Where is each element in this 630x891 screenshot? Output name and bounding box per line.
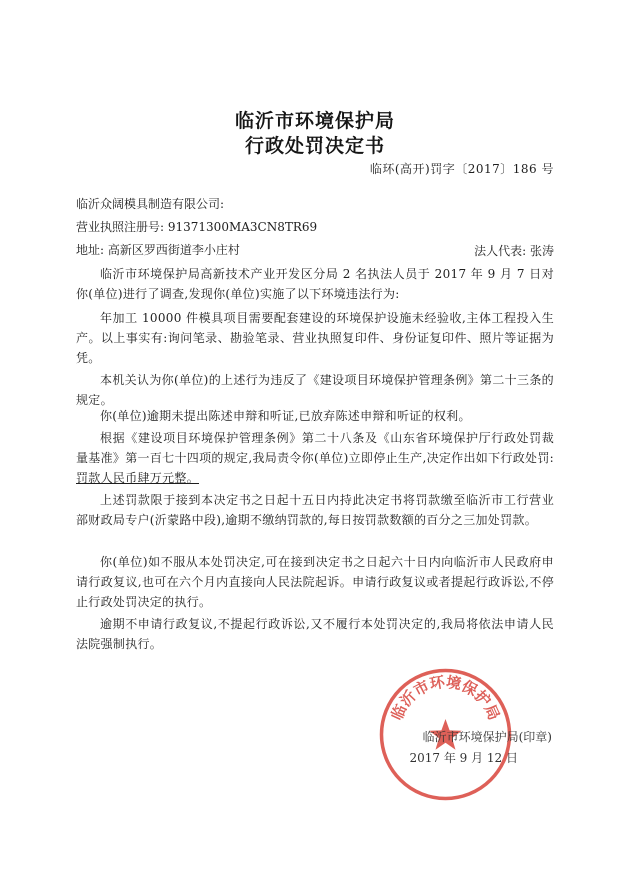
- paragraph-violation: 本机关认为你(单位)的上述行为违反了《建设项目环境保护管理条例》第二十三条的规定。: [76, 373, 554, 407]
- paragraph-facts: 年加工 10000 件模具项目需要配套建设的环境保护设施未经验收,主体工程投入生产。以上事实有:询问笔录、勘验笔录、营业执照复印件、身份证复印件、照片等证据为凭。: [76, 311, 554, 365]
- paragraph-basis: [76, 428, 554, 488]
- legal-rep-name: 张涛: [529, 244, 554, 258]
- license-label: 营业执照注册号:: [76, 220, 165, 234]
- document-subtitle: 行政处罚决定书: [244, 135, 385, 157]
- legal-rep-label: 法人代表:: [474, 244, 527, 258]
- paragraph-investigation: 临沂市环境保护局高新技术产业开发区分局 2 名执法人员于 2017 年 9 月 7 日对你(单位)进行了调查,发现你(单位)实施了以下环境违法行为:: [76, 267, 554, 301]
- license-row: [76, 219, 556, 235]
- signature: 临沂市环境保护局(印章): [422, 730, 552, 744]
- paragraph-appeal: 你(单位)如不服从本处罚决定,可在接到决定书之日起六十日内向临沂市人民政府申请行政复议,也可在六个月内直接向人民法院起诉。申请行政复议或者提起行政诉讼,不停止行政处罚决定的执行。: [76, 555, 554, 609]
- basis-text: 根据《建设项目环境保护管理条例》第二十八条及《山东省环境保护厅行政处罚裁量基准》第一百七十四项的规定,我局责令你(单位)立即停止生产,决定作出如下行政处罚:: [76, 431, 554, 465]
- document-title: 临沂市环境保护局: [234, 110, 395, 132]
- seal-text: 临沂市环境保护局: [387, 672, 504, 723]
- signature-date: 2017 年 9 月 12 日: [409, 751, 518, 765]
- paragraph-waiver: 你(单位)逾期未提出陈述申辩和听证,已放弃陈述申辩和听证的权利。: [100, 409, 471, 423]
- address-value: 高新区罗西街道李小庄村: [107, 243, 240, 257]
- paragraph-enforcement: 逾期不申请行政复议,不提起行政诉讼,又不履行本处罚决定的,我局将依法申请人民法院强制执行。: [76, 617, 554, 651]
- penalty-amount: 罚款人民币肆万元整。: [76, 471, 200, 485]
- address-label: 地址:: [76, 243, 105, 257]
- legal-rep-row: [474, 242, 554, 259]
- license-number: 91371300MA3CN8TR69: [167, 220, 318, 234]
- paragraph-payment: 上述罚款限于接到本决定书之日起十五日内持此决定书将罚款缴至临沂市工行营业部财政局专户(沂蒙路中段),逾期不缴纳罚款的,每日按罚款数额的百分之三加处罚款。: [76, 493, 554, 527]
- recipient: 临沂众阔模具制造有限公司:: [76, 197, 225, 211]
- document-number: 临环(高开)罚字〔2017〕186 号: [369, 162, 554, 176]
